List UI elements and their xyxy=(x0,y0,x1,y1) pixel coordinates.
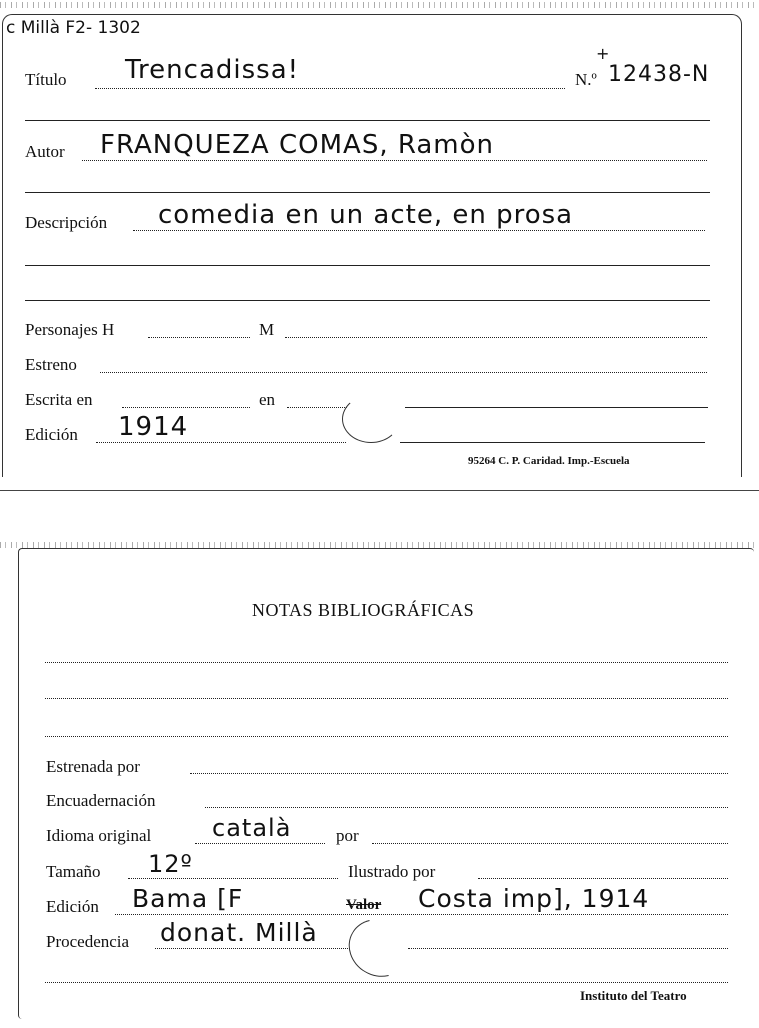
descripcion-label: Descripción xyxy=(25,213,108,232)
numero-label: N.º xyxy=(575,70,597,89)
estrenada-label: Estrenada por xyxy=(46,757,140,776)
ilustrado-label: Ilustrado por xyxy=(348,862,436,881)
escrita-en-line-a xyxy=(287,407,347,408)
procedencia-line-a xyxy=(155,948,350,949)
autor-value: FRANQUEZA COMAS, Ramòn xyxy=(100,130,494,160)
ilustrado-line xyxy=(478,878,728,879)
estreno-label: Estreno xyxy=(25,355,77,374)
idioma-value: català xyxy=(212,814,292,842)
punch-hole xyxy=(342,395,400,443)
autor-line xyxy=(82,160,707,161)
notes-line-2 xyxy=(45,698,728,699)
edicion2-value-b: Costa imp], 1914 xyxy=(418,884,650,913)
plus-mark: + xyxy=(596,44,610,63)
personajes-label: Personajes H xyxy=(25,320,115,339)
edicion-label: Edición xyxy=(25,425,78,444)
escrita-en-label: en xyxy=(259,390,276,409)
edicion-value: 1914 xyxy=(118,412,189,442)
notes-line-3 xyxy=(45,736,728,737)
titulo-line xyxy=(95,88,565,89)
encuadernacion-line xyxy=(205,807,728,808)
estrenada-line xyxy=(190,773,728,774)
estreno-line xyxy=(100,372,707,373)
edicion-line-a xyxy=(96,442,346,443)
rule-1 xyxy=(25,120,710,121)
tamano-label: Tamaño xyxy=(46,862,101,881)
imprint: 95264 C. P. Caridad. Imp.-Escuela xyxy=(468,455,630,467)
edicion2-value-a: Bama [F xyxy=(132,884,244,913)
autor-label: Autor xyxy=(25,142,65,161)
descripcion-line xyxy=(133,230,705,231)
procedencia-label: Procedencia xyxy=(46,932,130,951)
rule-2 xyxy=(25,192,710,193)
idioma-line xyxy=(195,843,325,844)
institution: Instituto del Teatro xyxy=(580,988,687,1003)
descripcion-value: comedia en un acte, en prosa xyxy=(158,200,574,230)
escrita-line xyxy=(122,407,250,408)
personajes-h-line xyxy=(148,337,250,338)
rule-3 xyxy=(25,265,710,266)
edicion2-line xyxy=(115,914,728,915)
escrita-label: Escrita en xyxy=(25,390,93,409)
idioma-label: Idioma original xyxy=(46,826,152,845)
notes-line-1 xyxy=(45,662,728,663)
idioma-por-line xyxy=(372,843,728,844)
edicion-line-b xyxy=(400,442,705,443)
encuadernacion-label: Encuadernación xyxy=(46,791,156,810)
tamano-line xyxy=(128,878,338,879)
titulo-value: Trencadissa! xyxy=(125,55,300,85)
scan-edge xyxy=(0,2,759,8)
rule-4 xyxy=(25,300,710,301)
notes-heading: NOTAS BIBLIOGRÁFICAS xyxy=(252,600,475,620)
edicion2-struck: Valor xyxy=(346,897,382,913)
procedencia-value: donat. Millà xyxy=(160,918,318,947)
notes-line-4 xyxy=(45,982,728,983)
personajes-m-line xyxy=(285,337,707,338)
escrita-en-line-b xyxy=(405,407,708,408)
card-separator xyxy=(0,490,759,491)
edicion2-label: Edición xyxy=(46,897,99,916)
tamano-value: 12º xyxy=(148,850,193,878)
margin-note: c Millà F2- 1302 xyxy=(6,18,141,38)
personajes-m-label: M xyxy=(259,320,275,339)
idioma-por-label: por xyxy=(336,826,359,845)
procedencia-line-b xyxy=(408,948,728,949)
numero-value: 12438-N xyxy=(608,62,710,87)
titulo-label: Título xyxy=(25,70,67,89)
